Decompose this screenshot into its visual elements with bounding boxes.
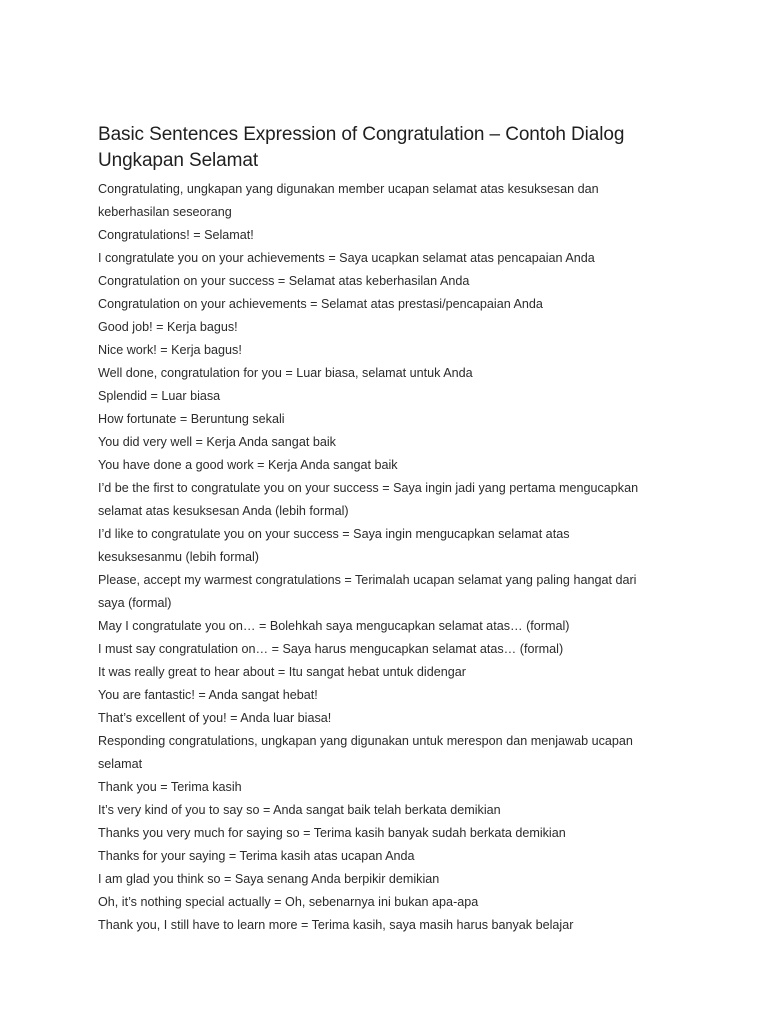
page-title — [98, 122, 678, 174]
text-line: Thanks for your saying = Terima kasih atas ucapan Anda — [98, 849, 415, 863]
text-line: Thank you, I still have to learn more = Terima kasih, saya masih harus banyak belajar — [98, 918, 574, 932]
document-page — [98, 122, 678, 937]
text-line: saya (formal) — [98, 596, 172, 610]
text-line: May I congratulate you on… = Bolehkah saya mengucapkan selamat atas… (formal) — [98, 619, 570, 633]
text-line: Thank you = Terima kasih — [98, 780, 242, 794]
text-line: Well done, congratulation for you = Luar biasa, selamat untuk Anda — [98, 366, 473, 380]
expression-list — [98, 178, 678, 937]
text-line: keberhasilan seseorang — [98, 205, 232, 219]
text-line: Responding congratulations, ungkapan yang digunakan untuk merespon dan menjawab ucapan — [98, 734, 633, 748]
text-line: Nice work! = Kerja bagus! — [98, 343, 242, 357]
text-line: Good job! = Kerja bagus! — [98, 320, 238, 334]
text-line: I congratulate you on your achievements = Saya ucapkan selamat atas pencapaian Anda — [98, 251, 595, 265]
text-line: selamat atas kesuksesan Anda (lebih formal) — [98, 504, 349, 518]
text-line: selamat — [98, 757, 143, 771]
text-line: That’s excellent of you! = Anda luar biasa! — [98, 711, 332, 725]
title-line-1: Basic Sentences Expression of Congratulation – Contoh Dialog — [98, 124, 625, 145]
text-line: Thanks you very much for saying so = Terima kasih banyak sudah berkata demikian — [98, 826, 566, 840]
title-line-2: Ungkapan Selamat — [98, 150, 259, 171]
text-line: You did very well = Kerja Anda sangat baik — [98, 435, 336, 449]
text-line: Congratulating, ungkapan yang digunakan member ucapan selamat atas kesuksesan dan — [98, 182, 599, 196]
text-line: It was really great to hear about = Itu sangat hebat untuk didengar — [98, 665, 466, 679]
text-line: Oh, it’s nothing special actually = Oh, sebenarnya ini bukan apa-apa — [98, 895, 479, 909]
text-line: kesuksesanmu (lebih formal) — [98, 550, 259, 564]
text-line: It’s very kind of you to say so = Anda sangat baik telah berkata demikian — [98, 803, 501, 817]
text-line: You are fantastic! = Anda sangat hebat! — [98, 688, 318, 702]
text-line: I must say congratulation on… = Saya harus mengucapkan selamat atas… (formal) — [98, 642, 564, 656]
text-line: I’d be the first to congratulate you on your success = Saya ingin jadi yang pertama mengucapkan — [98, 481, 639, 495]
text-line: You have done a good work = Kerja Anda sangat baik — [98, 458, 398, 472]
text-line: Congratulation on your achievements = Selamat atas prestasi/pencapaian Anda — [98, 297, 543, 311]
text-line: I am glad you think so = Saya senang Anda berpikir demikian — [98, 872, 440, 886]
text-line: Splendid = Luar biasa — [98, 389, 221, 403]
text-line: I’d like to congratulate you on your success = Saya ingin mengucapkan selamat atas — [98, 527, 570, 541]
text-line: Congratulations! = Selamat! — [98, 228, 254, 242]
text-line: Congratulation on your success = Selamat atas keberhasilan Anda — [98, 274, 470, 288]
text-line: How fortunate = Beruntung sekali — [98, 412, 285, 426]
text-line: Please, accept my warmest congratulations = Terimalah ucapan selamat yang paling hangat dari — [98, 573, 637, 587]
